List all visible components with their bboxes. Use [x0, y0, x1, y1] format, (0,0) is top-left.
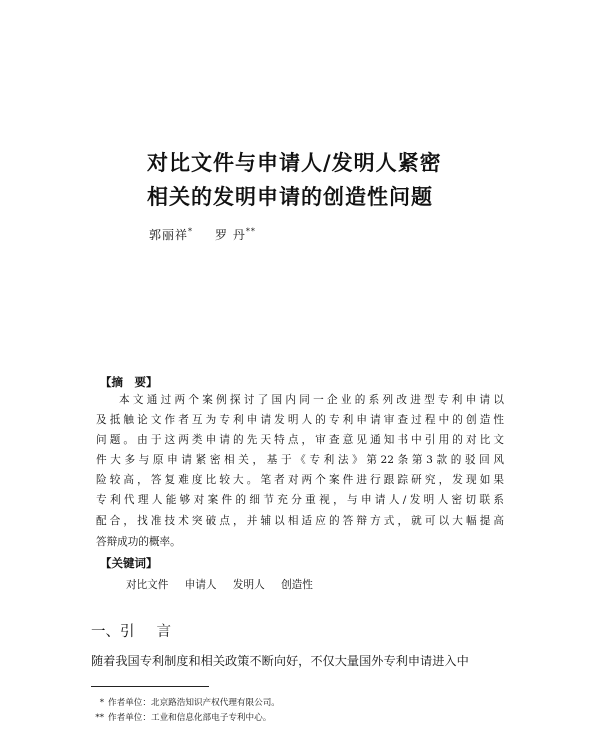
abstract-line: 件大多与原申请紧密相关，基于《专利法》第22条第3款的驳回风	[96, 454, 504, 466]
author-footnote-mark: **	[245, 227, 256, 236]
footnote-mark: *	[99, 698, 104, 708]
section-title-part: 言	[156, 624, 171, 640]
keywords-list	[126, 578, 326, 592]
abstract-line: 险较高，答复难度比较大。笔者对两个案件进行跟踪研究，发现如果	[96, 474, 504, 486]
author-name: 郭丽祥	[149, 228, 189, 242]
paper-title-line-2: 相关的发明申请的创造性问题	[147, 185, 433, 209]
footnote	[86, 713, 271, 724]
keywords-label: 【关键词】	[100, 556, 158, 570]
section-heading	[91, 620, 171, 641]
footnote-mark: **	[95, 713, 104, 723]
keyword: 申请人	[184, 579, 217, 591]
body-paragraph: 随着我国专利制度和相关政策不断向好，不仅大量国外专利申请进入中	[91, 654, 469, 668]
abstract-line: 配合，找准技术突破点，并辅以相适应的答辩方式，就可以大幅提高	[96, 515, 504, 527]
abstract-line: 本文通过两个案例探讨了国内同一企业的系列改进型专利申请以	[119, 394, 504, 406]
abstract-line: 及抵触论文作者互为专利申请发明人的专利申请审查过程中的创造性	[96, 414, 504, 426]
footnote-text: 作者单位：工业和信息化部电子专利中心。	[108, 713, 272, 723]
footnote-text: 作者单位：北京路浩知识产权代理有限公司。	[108, 698, 280, 708]
keyword: 对比文件	[126, 579, 169, 591]
footnote	[86, 698, 280, 709]
footnote-divider	[91, 686, 209, 687]
section-number: 一、	[91, 624, 120, 640]
paper-title-line-1: 对比文件与申请人/发明人紧密	[147, 151, 442, 175]
section-title-part: 引	[120, 624, 135, 640]
abstract-line: 专利代理人能够对案件的细节充分重视，与申请人/发明人密切联系	[96, 494, 504, 506]
abstract-line: 问题。由于这两类申请的先天特点，审查意见通知书中引用的对比文	[96, 434, 504, 446]
abstract-label: 【摘 要】	[100, 375, 158, 389]
author-name: 罗 丹	[215, 228, 246, 242]
author-line	[149, 226, 256, 243]
keyword: 发明人	[232, 579, 265, 591]
author-footnote-mark: *	[188, 227, 194, 236]
abstract-line: 答辩成功的概率。	[96, 536, 181, 548]
keyword: 创造性	[281, 579, 313, 591]
